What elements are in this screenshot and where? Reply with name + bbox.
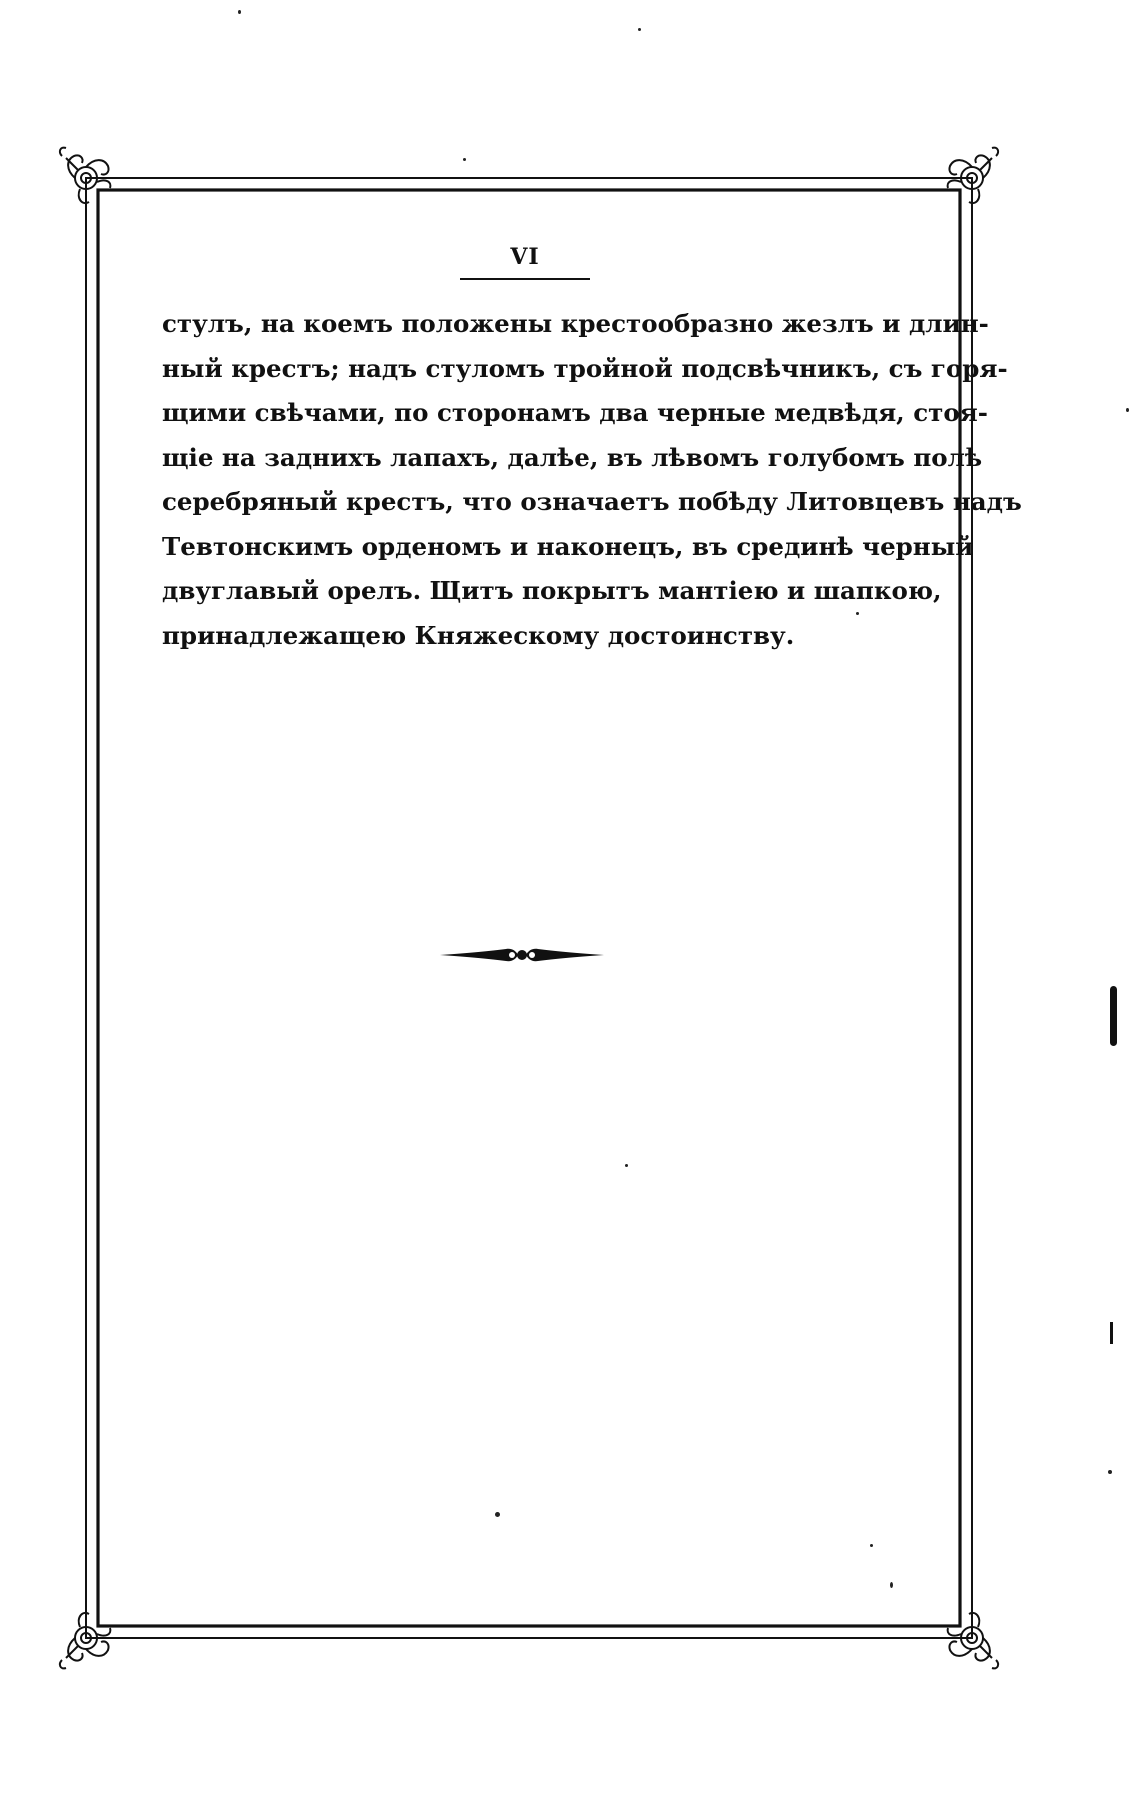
scan-speck xyxy=(638,28,641,31)
scan-edge-mark xyxy=(1110,986,1117,1046)
scan-speck xyxy=(625,1164,628,1167)
scan-speck xyxy=(463,158,466,161)
tailpiece-ornament-icon xyxy=(440,944,604,966)
paragraph-line: щіе на заднихъ лапахъ, далѣе, въ лѣвомъ голубомъ полѣ xyxy=(162,442,983,472)
scan-speck xyxy=(238,10,241,14)
paragraph-line: стулъ, на коемъ положены крестообразно жезлъ и длин- xyxy=(162,309,989,338)
paragraph-line: серебряный крестъ, что означаетъ побѣду Литовцевъ надъ xyxy=(162,487,1022,516)
paragraph-line: ный крестъ; надъ стуломъ тройной подсвѣчникъ, съ горя- xyxy=(162,353,1008,383)
paragraph-line: щими свѣчами, по сторонамъ два черные медвѣдя, стоя- xyxy=(162,398,988,427)
paragraph-line: Тевтонскимъ орденомъ и наконецъ, въ срединѣ черный xyxy=(162,531,974,561)
paragraph xyxy=(162,302,1022,658)
paragraph-line: двуглавый орелъ. Щитъ покрытъ мантіею и шапкою, xyxy=(162,576,942,605)
scan-speck xyxy=(495,1512,500,1517)
scan-speck xyxy=(890,1582,893,1588)
scan-edge-mark xyxy=(1110,1322,1113,1344)
scan-speck xyxy=(856,612,859,615)
paragraph-line: принадлежащею Княжескому достоинству. xyxy=(162,620,795,650)
scan-speck xyxy=(870,1544,873,1547)
scan-speck xyxy=(1108,1470,1112,1474)
scan-speck xyxy=(1126,408,1129,412)
page-number: VI xyxy=(460,244,590,280)
